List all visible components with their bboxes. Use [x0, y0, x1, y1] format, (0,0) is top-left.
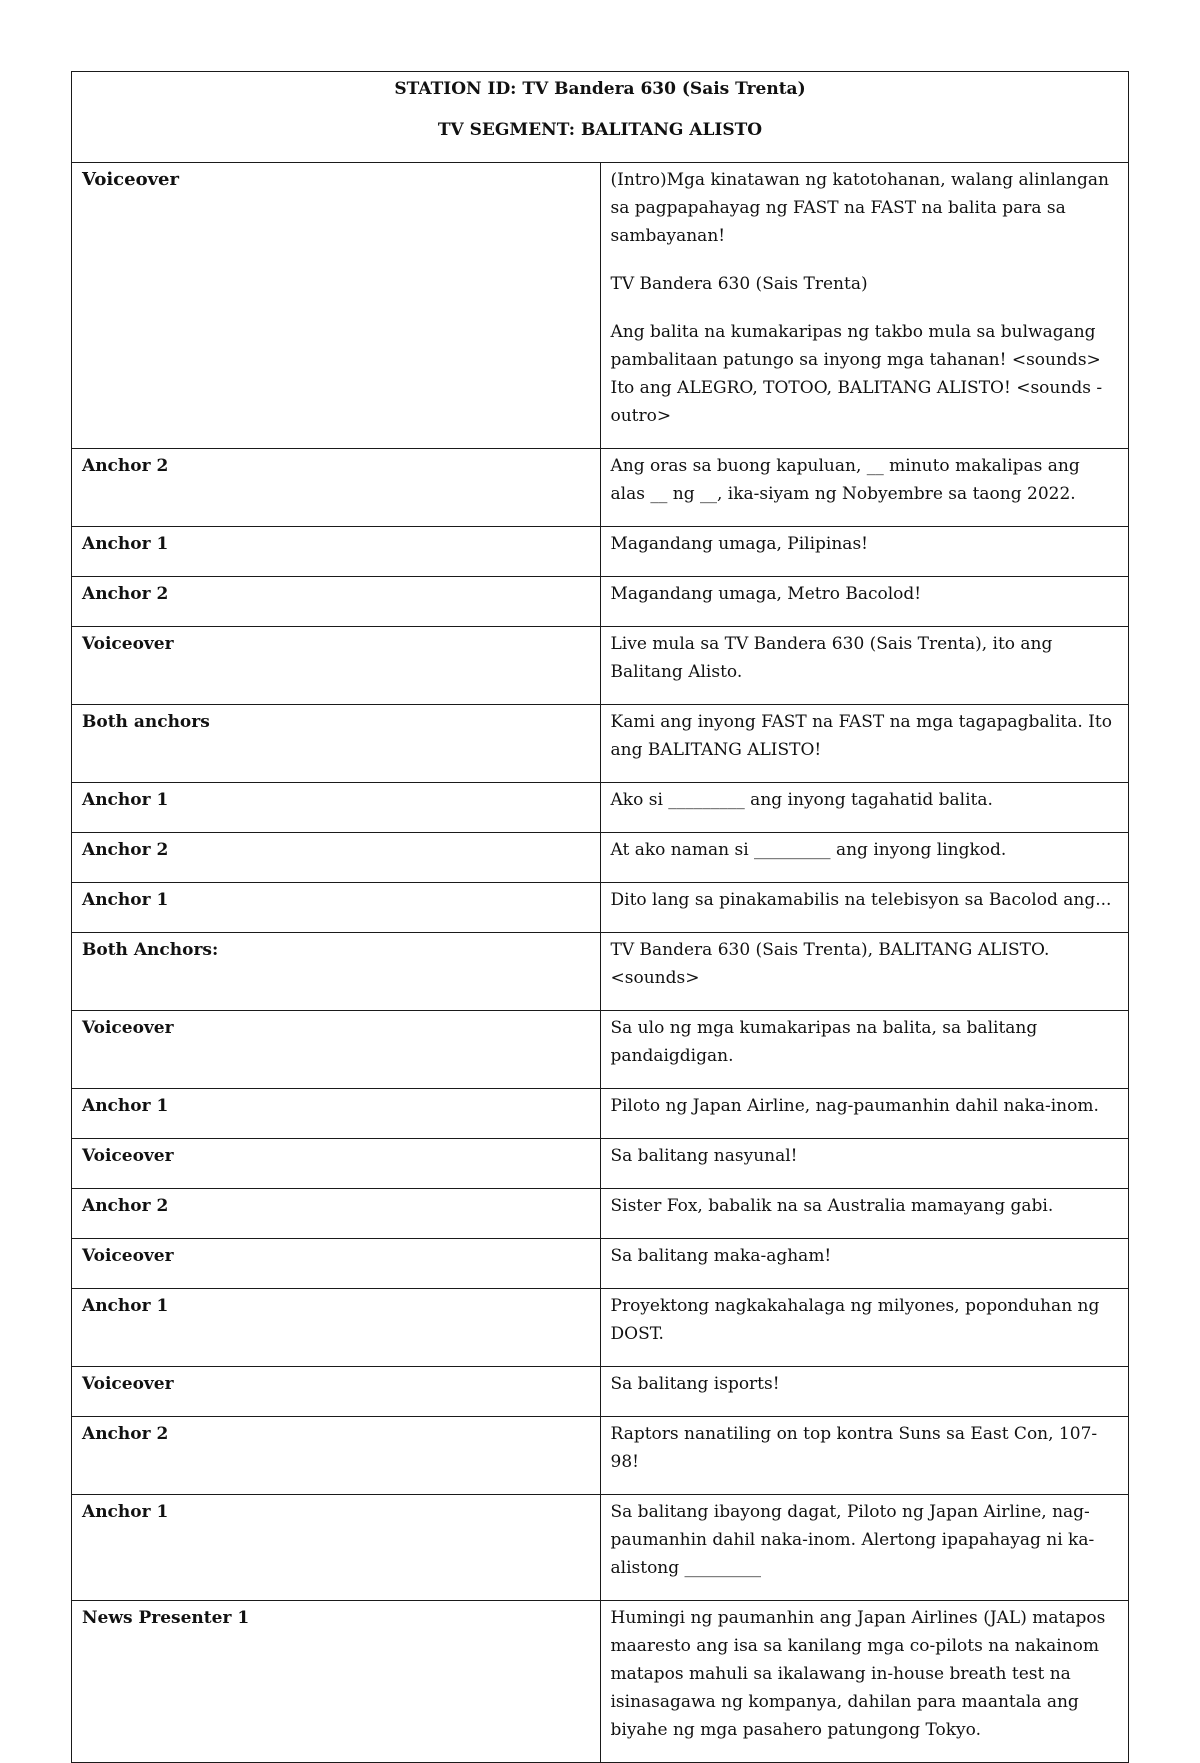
dialogue-cell: [600, 1417, 1129, 1495]
dialogue-text: Humingi ng paumanhin ang Japan Airlines (JAL) matapos maaresto ang isa sa kanilang mga co-pilots na nakainom matapos mahuli sa ikalawang in-house breath test na isinasagawa ng kompanya, dahilan para maantala ang biyahe ng mga pasahero patungong Tokyo.: [610, 1608, 1106, 1740]
dialogue-cell: [600, 783, 1129, 833]
dialogue-text: Kami ang inyong FAST na FAST na mga tagapagbalita. Ito ang BALITANG ALISTO!: [610, 712, 1112, 760]
dialogue-text: Raptors nanatiling on top kontra Suns sa East Con, 107-98!: [610, 1424, 1098, 1472]
dialogue-cell: [600, 1367, 1129, 1417]
script-row: [72, 833, 1129, 883]
speaker-cell: Anchor 1: [72, 527, 601, 577]
dialogue-cell: [600, 1139, 1129, 1189]
dialogue-text: Magandang umaga, Metro Bacolod!: [610, 584, 922, 604]
script-row: [72, 449, 1129, 527]
script-row: [72, 1239, 1129, 1289]
dialogue-text: Ako si _________ ang inyong tagahatid balita.: [610, 790, 993, 810]
dialogue-cell: [600, 1239, 1129, 1289]
script-page: [71, 71, 1129, 1763]
script-row: [72, 1289, 1129, 1367]
dialogue-text: Proyektong nagkakahalaga ng milyones, poponduhan ng DOST.: [610, 1296, 1100, 1344]
speaker-cell: Anchor 2: [72, 1189, 601, 1239]
script-row: [72, 1011, 1129, 1089]
dialogue-text: TV Bandera 630 (Sais Trenta): [610, 274, 868, 294]
dialogue-text: Magandang umaga, Pilipinas!: [610, 534, 868, 554]
script-row: [72, 705, 1129, 783]
dialogue-cell: [600, 1089, 1129, 1139]
speaker-cell: Anchor 2: [72, 449, 601, 527]
dialogue-cell: [600, 833, 1129, 883]
speaker-cell: Both Anchors:: [72, 933, 601, 1011]
script-row: [72, 1601, 1129, 1763]
speaker-cell: Anchor 1: [72, 783, 601, 833]
header-row: [72, 72, 1129, 163]
speaker-cell: Anchor 1: [72, 883, 601, 933]
speaker-cell: Anchor 2: [72, 577, 601, 627]
script-row: [72, 1495, 1129, 1601]
dialogue-cell: [600, 883, 1129, 933]
dialogue-cell: [600, 527, 1129, 577]
dialogue-text: TV Bandera 630 (Sais Trenta), BALITANG ALISTO. <sounds>: [610, 940, 1050, 988]
script-row: [72, 1089, 1129, 1139]
script-row: [72, 783, 1129, 833]
dialogue-cell: [600, 933, 1129, 1011]
script-row: [72, 163, 1129, 449]
header-cell: [72, 72, 1129, 163]
script-row: [72, 883, 1129, 933]
dialogue-text: Sister Fox, babalik na sa Australia mamayang gabi.: [610, 1196, 1054, 1216]
dialogue-text: Piloto ng Japan Airline, nag-paumanhin dahil naka-inom.: [610, 1096, 1099, 1116]
dialogue-cell: [600, 627, 1129, 705]
dialogue-cell: [600, 163, 1129, 449]
speaker-cell: Anchor 2: [72, 833, 601, 883]
script-row: [72, 577, 1129, 627]
dialogue-cell: [600, 1495, 1129, 1601]
dialogue-cell: [600, 1011, 1129, 1089]
script-row: [72, 627, 1129, 705]
dialogue-text: Sa balitang nasyunal!: [610, 1146, 798, 1166]
speaker-cell: Voiceover: [72, 1367, 601, 1417]
speaker-cell: Voiceover: [72, 627, 601, 705]
script-row: [72, 1139, 1129, 1189]
speaker-cell: Voiceover: [72, 1239, 601, 1289]
dialogue-text: Sa balitang ibayong dagat, Piloto ng Japan Airline, nag-paumanhin dahil naka-inom. Alertong ipapahayag ni ka-alistong _________: [610, 1502, 1095, 1578]
dialogue-cell: [600, 1601, 1129, 1763]
dialogue-text: Ang oras sa buong kapuluan, __ minuto makalipas ang alas __ ng __, ika-siyam ng Nobyembre sa taong 2022.: [610, 456, 1080, 504]
dialogue-cell: [600, 1289, 1129, 1367]
dialogue-text: (Intro)Mga kinatawan ng katotohanan, walang alinlangan sa pagpapahayag ng FAST na FAST na balita para sa sambayanan!: [610, 170, 1109, 246]
speaker-cell: Anchor 2: [72, 1417, 601, 1495]
dialogue-cell: [600, 705, 1129, 783]
dialogue-text: Sa balitang isports!: [610, 1374, 780, 1394]
dialogue-cell: [600, 577, 1129, 627]
dialogue-text: Dito lang sa pinakamabilis na telebisyon sa Bacolod ang...: [610, 890, 1112, 910]
speaker-cell: Both anchors: [72, 705, 601, 783]
script-row: [72, 1367, 1129, 1417]
speaker-cell: Anchor 1: [72, 1495, 601, 1601]
dialogue-text: Live mula sa TV Bandera 630 (Sais Trenta), ito ang Balitang Alisto.: [610, 634, 1053, 682]
dialogue-cell: [600, 1189, 1129, 1239]
dialogue-text: Sa ulo ng mga kumakaripas na balita, sa balitang pandaigdigan.: [610, 1018, 1038, 1066]
station-id-title: STATION ID: TV Bandera 630 (Sais Trenta): [394, 79, 806, 99]
dialogue-text: Ang balita na kumakaripas ng takbo mula sa bulwagang pambalitaan patungo sa inyong mga tahanan! <sounds> Ito ang ALEGRO, TOTOO, BALITANG ALISTO! <sounds - outro>: [610, 322, 1103, 426]
speaker-cell: Anchor 1: [72, 1289, 601, 1367]
speaker-cell: Voiceover: [72, 1011, 601, 1089]
dialogue-cell: [600, 449, 1129, 527]
speaker-cell: Voiceover: [72, 163, 601, 449]
speaker-cell: Anchor 1: [72, 1089, 601, 1139]
dialogue-text: Sa balitang maka-agham!: [610, 1246, 832, 1266]
broadcast-script-table: [71, 71, 1129, 1763]
speaker-cell: Voiceover: [72, 1139, 601, 1189]
script-table-body: [72, 72, 1129, 1763]
dialogue-text: At ako naman si _________ ang inyong lingkod.: [610, 840, 1007, 860]
speaker-cell: News Presenter 1: [72, 1601, 601, 1763]
script-row: [72, 1189, 1129, 1239]
segment-title: TV SEGMENT: BALITANG ALISTO: [437, 120, 763, 140]
script-row: [72, 527, 1129, 577]
script-row: [72, 1417, 1129, 1495]
script-row: [72, 933, 1129, 1011]
